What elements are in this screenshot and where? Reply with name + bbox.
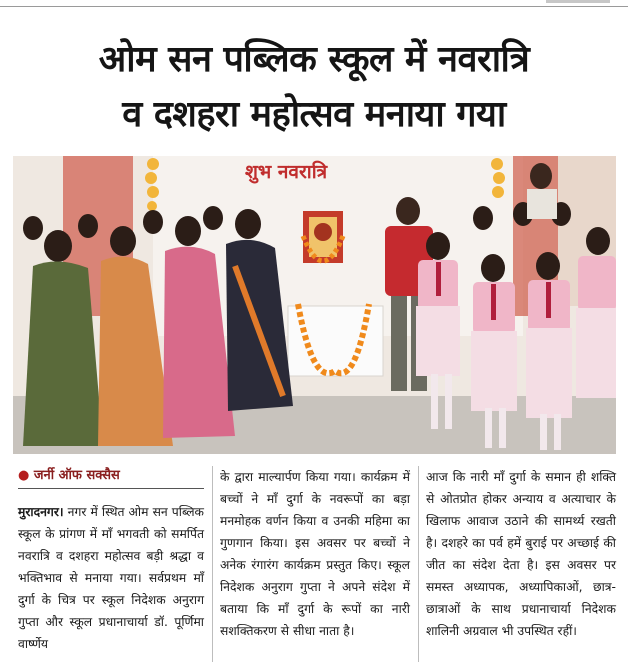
banner-text: शुभ नवरात्रि bbox=[245, 161, 328, 183]
headline bbox=[8, 32, 620, 142]
article-column-1-text: नगर में स्थित ओम सन पब्लिक स्कूल के प्रांगण में माँ भगवती को समर्पित नवरात्रि व दशहरा महोत्सव बड़ी श्रद्धा व भक्तिभाव से मनाया गया। सर्वप्रथम माँ दुर्गा के चित्र पर स्कूल निदेशक अनुराग गुप्ता और स्कूल प्रधानाचार्या डॉ. पूर्णिमा वार्ष्णेय bbox=[18, 505, 204, 651]
article-body bbox=[18, 466, 616, 666]
top-rule bbox=[0, 0, 628, 7]
article-column-1 bbox=[18, 466, 204, 655]
hanging-garland-right bbox=[491, 158, 505, 198]
column-divider bbox=[418, 466, 419, 662]
byline-bullet: ● bbox=[18, 468, 30, 483]
event-photo bbox=[13, 156, 616, 454]
durga-portrait bbox=[303, 211, 343, 263]
column-divider bbox=[212, 466, 213, 662]
headline-line-2: व दशहरा महोत्सव मनाया गया bbox=[122, 94, 506, 135]
byline bbox=[18, 466, 204, 489]
article-column-2: के द्वारा माल्यार्पण किया गया। कार्यक्रम में बच्चों ने माँ दुर्गा के नवरूपों का बड़ा मनमोहक वर्णन किया व उनकी महिमा का गुणगान किया। इस अवसर पर बच्चों ने अनेक रंगारंग कार्यक्रम प्रस्तुत किए। स्कूल निदेशक अनुराग गुप्ता ने अपने संदेश में बताया कि माँ दुर्गा के रूपों का नारी सशक्तिकरण से सीधा नाता है। bbox=[220, 470, 410, 638]
dateline: मुरादनगर। bbox=[18, 505, 64, 519]
header-stub bbox=[546, 0, 610, 3]
headline-line-1: ओम सन पब्लिक स्कूल में नवरात्रि bbox=[98, 39, 530, 80]
byline-text: जर्नी ऑफ सक्सैस bbox=[33, 468, 120, 483]
article-column-3: आज कि नारी माँ दुर्गा के समान ही शक्ति से ओतप्रोत होकर अन्याय व अत्याचार के खिलाफ आवाज उठाने की सामर्थ्य रखती है। दशहरे का पर्व हमें बुराई पर अच्छाई की जीत का संदेश देता है। इस अवसर पर समस्त अध्यापक, अध्यापिकाओं, छात्र-छात्राओं के साथ प्रधानाचार्या निदेशक शालिनी अग्रवाल भी उपस्थित रहीं। bbox=[426, 470, 616, 638]
event-photo-illustration bbox=[13, 156, 616, 454]
